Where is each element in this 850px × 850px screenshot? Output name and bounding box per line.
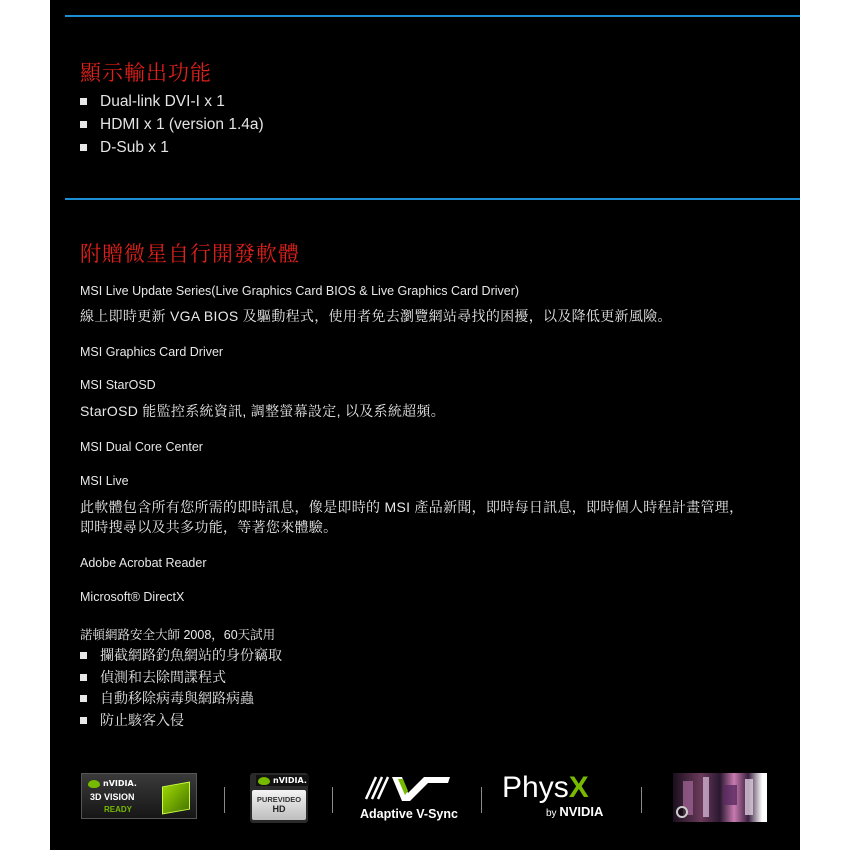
nvidia-eye-icon [88, 780, 100, 788]
output-section-title: 顯示輸出功能 [80, 61, 212, 85]
nvidia-purevideo-logo: nVIDIA. PUREVIDEO HD [250, 773, 308, 823]
nvidia-3d-vision-logo: nVIDIA. 3D VISION READY [81, 773, 197, 819]
adaptive-vsync-logo: Adaptive V-Sync [358, 773, 458, 825]
bullet-icon [80, 98, 87, 105]
list-item: 偵測和去除間諜程式 [80, 667, 282, 689]
output-list [80, 90, 264, 159]
starosd-title: MSI StarOSD [80, 378, 156, 392]
logo-separator [332, 787, 333, 813]
bullet-icon [80, 695, 87, 702]
live-update-description: 線上即時更新 VGA BIOS 及驅動程式，使用者免去瀏覽網站尋找的困擾，以及降低更新風險。 [80, 308, 672, 324]
magnify-icon[interactable] [676, 806, 688, 818]
list-item: 攔截網路釣魚網站的身份竊取 [80, 645, 282, 667]
bullet-icon [80, 652, 87, 659]
logo-separator [224, 787, 225, 813]
divider-middle [65, 198, 800, 200]
spec-panel [50, 0, 800, 850]
directx-title: Microsoft® DirectX [80, 590, 185, 604]
nvidia-eye-icon [258, 777, 270, 785]
bullet-icon [80, 121, 87, 128]
bullet-icon [80, 674, 87, 681]
norton-title: 諾頓網路安全大師 2008，60天試用 [80, 628, 276, 642]
acrobat-title: Adobe Acrobat Reader [80, 556, 207, 570]
bullet-icon [80, 144, 87, 151]
list-item: 防止駭客入侵 [80, 710, 282, 732]
list-item: Dual-link DVI-I x 1 [80, 90, 264, 113]
msi-live-description-line2: 即時搜尋以及共多功能，等著您來體驗。 [80, 519, 338, 535]
starosd-description: StarOSD 能監控系統資訊, 調整螢幕設定, 以及系統超頻。 [80, 403, 446, 419]
list-item: HDMI x 1 (version 1.4a) [80, 113, 264, 136]
list-item: 自動移除病毒與網路病蟲 [80, 688, 282, 710]
divider-top [65, 15, 800, 17]
dual-core-center-title: MSI Dual Core Center [80, 440, 203, 454]
list-item: D-Sub x 1 [80, 136, 264, 159]
software-section-title: 附贈微星自行開發軟體 [80, 242, 300, 266]
graphics-driver-title: MSI Graphics Card Driver [80, 345, 224, 359]
video-thumbnail-image [673, 773, 767, 822]
logo-separator [641, 787, 642, 813]
msi-live-title: MSI Live [80, 474, 129, 488]
norton-list [80, 645, 282, 731]
bullet-icon [80, 717, 87, 724]
live-update-title: MSI Live Update Series(Live Graphics Card BIOS & Live Graphics Card Driver) [80, 284, 520, 298]
msi-live-description-line1: 此軟體包含所有您所需的即時訊息，像是即時的 MSI 產品新聞，即時每日訊息，即時個人時程計畫管理， [80, 499, 744, 515]
3d-cube-icon [162, 782, 190, 815]
vsync-wave-icon [358, 773, 458, 803]
physx-logo: PhysX by NVIDIA [502, 771, 604, 819]
logo-separator [481, 787, 482, 813]
